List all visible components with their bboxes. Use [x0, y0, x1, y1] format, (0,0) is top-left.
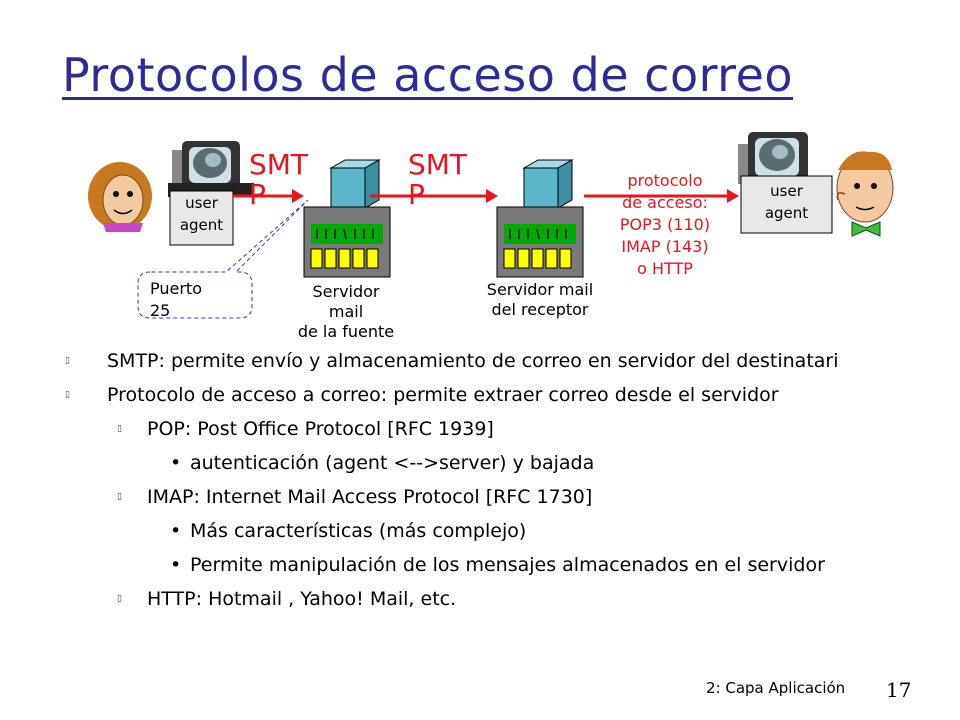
sender-computer-icon	[168, 141, 254, 197]
user-agent-label-left: user agent	[179, 194, 224, 234]
bullet-item: ▯ POP: Post Office Protocol [RFC 1939]	[60, 412, 839, 446]
slide-title: Protocolos de acceso de correo	[62, 48, 794, 102]
bullet-item: • Permite manipulación de los mensajes almacenados en el servidor	[60, 548, 839, 582]
access-protocol-label: protocolo de acceso: POP3 (110) IMAP (143) o HTTP	[619, 171, 711, 278]
bullet-marker-icon: ▯	[65, 356, 70, 366]
receiver-person-icon	[837, 151, 893, 236]
bullet-list	[60, 344, 839, 616]
receiver-mail-server-icon	[497, 160, 583, 277]
bullet-item: ▯ SMTP: permite envío y almacenamiento de correo en servidor del destinatari	[60, 344, 839, 378]
port-callout-label: Puerto 25	[150, 279, 202, 320]
bullet-marker-icon: ▯	[117, 594, 122, 604]
page-number: 17	[886, 678, 912, 702]
footer-section: 2: Capa Aplicación	[706, 679, 846, 697]
bullet-item: • Más características (más complejo)	[60, 514, 839, 548]
sender-person-icon	[88, 162, 152, 232]
receiver-server-label: Servidor mail del receptor	[486, 280, 594, 319]
smtp-label-2: SMT P	[408, 148, 468, 211]
user-agent-label-right: user agent	[764, 182, 809, 222]
bullet-item: ▯ Protocolo de acceso a correo: permite extraer correo desde el servidor	[60, 378, 839, 412]
smtp-label-1: SMT P	[249, 148, 309, 211]
bullet-marker-icon: ▯	[117, 492, 122, 502]
bullet-item: • autenticación (agent <-->server) y bajada	[60, 446, 839, 480]
bullet-item: ▯ IMAP: Internet Mail Access Protocol [RFC 1730]	[60, 480, 839, 514]
bullet-dot-icon: •	[170, 554, 182, 576]
bullet-marker-icon: ▯	[117, 424, 122, 434]
bullet-item: ▯ HTTP: Hotmail , Yahoo! Mail, etc.	[60, 582, 839, 616]
bullet-dot-icon: •	[170, 520, 182, 542]
bullet-marker-icon: ▯	[65, 390, 70, 400]
source-server-label: Servidor mail de la fuente	[297, 282, 395, 341]
bullet-dot-icon: •	[170, 452, 182, 474]
